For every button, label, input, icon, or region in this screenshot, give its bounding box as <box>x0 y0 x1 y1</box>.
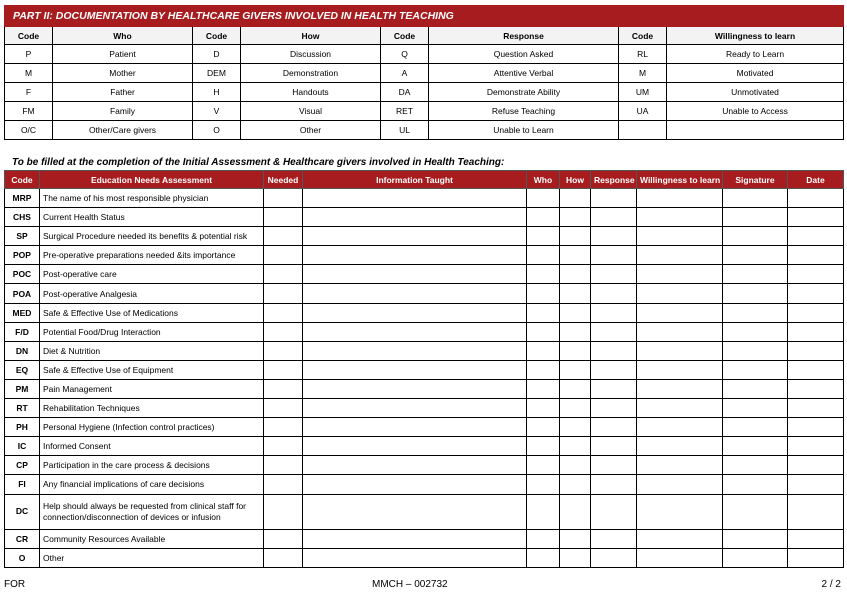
how-field[interactable] <box>560 265 591 284</box>
needed-field[interactable] <box>264 529 303 548</box>
table-row <box>5 399 844 418</box>
signature-field[interactable] <box>723 399 788 418</box>
legend-cell: Mother <box>53 64 193 83</box>
signature-field[interactable] <box>723 322 788 341</box>
footer-form-number: MMCH – 002732 <box>372 579 448 590</box>
needed-field[interactable] <box>264 399 303 418</box>
how-field[interactable] <box>560 246 591 265</box>
footer-left: FOR <box>4 579 26 590</box>
information-taught-field[interactable] <box>303 379 527 398</box>
legend-cell: Question Asked <box>429 45 619 64</box>
legend-cell: Patient <box>53 45 193 64</box>
signature-field[interactable] <box>723 227 788 246</box>
assessment-header-cell: Needed <box>264 171 303 189</box>
response-field[interactable] <box>591 303 637 322</box>
legend-cell: Other <box>241 121 381 140</box>
assessment-header-cell: Willingness to learn <box>637 171 723 189</box>
who-field[interactable] <box>527 399 560 418</box>
table-row <box>5 437 844 456</box>
table-row <box>5 208 844 227</box>
signature-field[interactable] <box>723 284 788 303</box>
row-code: F/D <box>5 322 40 341</box>
row-code: MRP <box>5 189 40 208</box>
legend-cell: UL <box>381 121 429 140</box>
legend-cell: UA <box>619 102 667 121</box>
date-field[interactable] <box>788 494 844 529</box>
legend-cell: Attentive Verbal <box>429 64 619 83</box>
table-row <box>5 303 844 322</box>
row-need-label: Pre-operative preparations needed &its importance <box>40 246 264 265</box>
willingness-field[interactable] <box>637 227 723 246</box>
legend-cell: Unable to Access <box>667 102 844 121</box>
row-need-label: Safe & Effective Use of Equipment <box>40 360 264 379</box>
legend-cell: Discussion <box>241 45 381 64</box>
row-code: EQ <box>5 360 40 379</box>
needed-field[interactable] <box>264 284 303 303</box>
who-field[interactable] <box>527 529 560 548</box>
how-field[interactable] <box>560 548 591 567</box>
needed-field[interactable] <box>264 437 303 456</box>
response-field[interactable] <box>591 189 637 208</box>
row-need-label: Any financial implications of care decisions <box>40 475 264 494</box>
needed-field[interactable] <box>264 246 303 265</box>
part2-title: PART II: DOCUMENTATION BY HEALTHCARE GIVERS INVOLVED IN HEALTH TEACHING <box>5 6 844 27</box>
who-field[interactable] <box>527 227 560 246</box>
legend-header-cell: Code <box>381 27 429 45</box>
who-field[interactable] <box>527 322 560 341</box>
assessment-header-row <box>5 171 844 189</box>
legend-cell: RL <box>619 45 667 64</box>
who-field[interactable] <box>527 246 560 265</box>
signature-field[interactable] <box>723 475 788 494</box>
response-field[interactable] <box>591 418 637 437</box>
information-taught-field[interactable] <box>303 246 527 265</box>
legend-cell: DEM <box>193 64 241 83</box>
who-field[interactable] <box>527 475 560 494</box>
legend-cell: UM <box>619 83 667 102</box>
response-field[interactable] <box>591 246 637 265</box>
willingness-field[interactable] <box>637 208 723 227</box>
response-field[interactable] <box>591 379 637 398</box>
row-code: MED <box>5 303 40 322</box>
how-field[interactable] <box>560 399 591 418</box>
needed-field[interactable] <box>264 418 303 437</box>
table-row <box>5 341 844 360</box>
legend-header-cell: Who <box>53 27 193 45</box>
part2-legend-table <box>4 5 844 140</box>
how-field[interactable] <box>560 208 591 227</box>
row-need-label: Post-operative Analgesia <box>40 284 264 303</box>
willingness-field[interactable] <box>637 548 723 567</box>
how-field[interactable] <box>560 475 591 494</box>
row-need-label: Post-operative care <box>40 265 264 284</box>
row-code: CP <box>5 456 40 475</box>
information-taught-field[interactable] <box>303 265 527 284</box>
who-field[interactable] <box>527 303 560 322</box>
needed-field[interactable] <box>264 265 303 284</box>
legend-cell: Family <box>53 102 193 121</box>
how-field[interactable] <box>560 529 591 548</box>
legend-header-cell: Willingness to learn <box>667 27 844 45</box>
date-field[interactable] <box>788 475 844 494</box>
response-field[interactable] <box>591 456 637 475</box>
who-field[interactable] <box>527 360 560 379</box>
response-field[interactable] <box>591 399 637 418</box>
response-field[interactable] <box>591 494 637 529</box>
response-field[interactable] <box>591 360 637 379</box>
information-taught-field[interactable] <box>303 208 527 227</box>
who-field[interactable] <box>527 418 560 437</box>
row-code: DN <box>5 341 40 360</box>
signature-field[interactable] <box>723 303 788 322</box>
response-field[interactable] <box>591 265 637 284</box>
how-field[interactable] <box>560 284 591 303</box>
information-taught-field[interactable] <box>303 360 527 379</box>
table-row <box>5 189 844 208</box>
signature-field[interactable] <box>723 418 788 437</box>
legend-cell: O/C <box>5 121 53 140</box>
information-taught-field[interactable] <box>303 418 527 437</box>
how-field[interactable] <box>560 303 591 322</box>
row-need-label: Personal Hygiene (Infection control practices) <box>40 418 264 437</box>
signature-field[interactable] <box>723 265 788 284</box>
table-row <box>5 456 844 475</box>
date-field[interactable] <box>788 379 844 398</box>
legend-header-cell: How <box>241 27 381 45</box>
legend-cell: Demonstration <box>241 64 381 83</box>
who-field[interactable] <box>527 341 560 360</box>
legend-cell: Ready to Learn <box>667 45 844 64</box>
needed-field[interactable] <box>264 208 303 227</box>
date-field[interactable] <box>788 341 844 360</box>
date-field[interactable] <box>788 265 844 284</box>
information-taught-field[interactable] <box>303 437 527 456</box>
assessment-subtitle: To be filled at the completion of the Initial Assessment & Healthcare givers involved in Health Teaching: <box>12 157 505 168</box>
assessment-header-cell: Education Needs Assessment <box>40 171 264 189</box>
row-code: O <box>5 548 40 567</box>
table-row <box>5 360 844 379</box>
row-code: PH <box>5 418 40 437</box>
who-field[interactable] <box>527 548 560 567</box>
table-row <box>5 322 844 341</box>
legend-header-cell: Code <box>619 27 667 45</box>
assessment-header-cell: Who <box>527 171 560 189</box>
table-row <box>5 379 844 398</box>
signature-field[interactable] <box>723 208 788 227</box>
needed-field[interactable] <box>264 341 303 360</box>
date-field[interactable] <box>788 418 844 437</box>
legend-row <box>5 45 844 64</box>
who-field[interactable] <box>527 265 560 284</box>
information-taught-field[interactable] <box>303 475 527 494</box>
row-need-label: Current Health Status <box>40 208 264 227</box>
footer-page-number: 2 / 2 <box>821 579 841 590</box>
row-code: POA <box>5 284 40 303</box>
response-field[interactable] <box>591 341 637 360</box>
legend-cell: F <box>5 83 53 102</box>
how-field[interactable] <box>560 379 591 398</box>
legend-cell: FM <box>5 102 53 121</box>
willingness-field[interactable] <box>637 379 723 398</box>
row-code: RT <box>5 399 40 418</box>
willingness-field[interactable] <box>637 341 723 360</box>
response-field[interactable] <box>591 322 637 341</box>
information-taught-field[interactable] <box>303 284 527 303</box>
signature-field[interactable] <box>723 456 788 475</box>
willingness-field[interactable] <box>637 303 723 322</box>
willingness-field[interactable] <box>637 189 723 208</box>
who-field[interactable] <box>527 284 560 303</box>
legend-cell: A <box>381 64 429 83</box>
how-field[interactable] <box>560 456 591 475</box>
legend-cell: M <box>5 64 53 83</box>
legend-body <box>5 45 844 140</box>
information-taught-field[interactable] <box>303 456 527 475</box>
willingness-field[interactable] <box>637 437 723 456</box>
legend-cell: P <box>5 45 53 64</box>
legend-cell: O <box>193 121 241 140</box>
willingness-field[interactable] <box>637 246 723 265</box>
willingness-field[interactable] <box>637 284 723 303</box>
legend-cell: Father <box>53 83 193 102</box>
legend-cell: Other/Care givers <box>53 121 193 140</box>
assessment-header-cell: How <box>560 171 591 189</box>
date-field[interactable] <box>788 399 844 418</box>
information-taught-field[interactable] <box>303 548 527 567</box>
legend-cell <box>619 121 667 140</box>
legend-row <box>5 102 844 121</box>
how-field[interactable] <box>560 360 591 379</box>
willingness-field[interactable] <box>637 529 723 548</box>
date-field[interactable] <box>788 360 844 379</box>
willingness-field[interactable] <box>637 322 723 341</box>
signature-field[interactable] <box>723 379 788 398</box>
table-row <box>5 475 844 494</box>
needed-field[interactable] <box>264 548 303 567</box>
legend-cell: Refuse Teaching <box>429 102 619 121</box>
date-field[interactable] <box>788 208 844 227</box>
row-need-label: Rehabilitation Techniques <box>40 399 264 418</box>
needed-field[interactable] <box>264 227 303 246</box>
signature-field[interactable] <box>723 437 788 456</box>
education-assessment-table <box>4 170 844 568</box>
needed-field[interactable] <box>264 360 303 379</box>
table-row <box>5 227 844 246</box>
date-field[interactable] <box>788 303 844 322</box>
row-need-label: The name of his most responsible physician <box>40 189 264 208</box>
information-taught-field[interactable] <box>303 189 527 208</box>
row-code: DC <box>5 494 40 529</box>
row-need-label: Pain Management <box>40 379 264 398</box>
information-taught-field[interactable] <box>303 529 527 548</box>
legend-cell: H <box>193 83 241 102</box>
legend-cell: D <box>193 45 241 64</box>
row-need-label: Other <box>40 548 264 567</box>
signature-field[interactable] <box>723 360 788 379</box>
willingness-field[interactable] <box>637 418 723 437</box>
information-taught-field[interactable] <box>303 341 527 360</box>
response-field[interactable] <box>591 208 637 227</box>
row-need-label: Community Resources Available <box>40 529 264 548</box>
needed-field[interactable] <box>264 379 303 398</box>
needed-field[interactable] <box>264 475 303 494</box>
legend-cell <box>667 121 844 140</box>
legend-header-row <box>5 27 844 45</box>
row-need-label: Participation in the care process & decisions <box>40 456 264 475</box>
signature-field[interactable] <box>723 189 788 208</box>
willingness-field[interactable] <box>637 399 723 418</box>
row-code: IC <box>5 437 40 456</box>
response-field[interactable] <box>591 227 637 246</box>
who-field[interactable] <box>527 208 560 227</box>
row-code: SP <box>5 227 40 246</box>
response-field[interactable] <box>591 437 637 456</box>
legend-row <box>5 121 844 140</box>
row-need-label: Diet & Nutrition <box>40 341 264 360</box>
how-field[interactable] <box>560 418 591 437</box>
who-field[interactable] <box>527 494 560 529</box>
row-need-label: Help should always be requested from clinical staff for connection/disconnection of devices or infusion <box>40 494 264 529</box>
date-field[interactable] <box>788 246 844 265</box>
table-row <box>5 548 844 567</box>
row-need-label: Potential Food/Drug Interaction <box>40 322 264 341</box>
legend-cell: Handouts <box>241 83 381 102</box>
information-taught-field[interactable] <box>303 399 527 418</box>
assessment-header-cell: Information Taught <box>303 171 527 189</box>
legend-header-cell: Code <box>5 27 53 45</box>
signature-field[interactable] <box>723 548 788 567</box>
legend-cell: Visual <box>241 102 381 121</box>
date-field[interactable] <box>788 529 844 548</box>
row-code: PM <box>5 379 40 398</box>
signature-field[interactable] <box>723 341 788 360</box>
response-field[interactable] <box>591 284 637 303</box>
how-field[interactable] <box>560 494 591 529</box>
assessment-header-cell: Signature <box>723 171 788 189</box>
row-code: POC <box>5 265 40 284</box>
row-code: CR <box>5 529 40 548</box>
who-field[interactable] <box>527 189 560 208</box>
how-field[interactable] <box>560 437 591 456</box>
assessment-body <box>5 189 844 568</box>
table-row <box>5 418 844 437</box>
table-row <box>5 284 844 303</box>
signature-field[interactable] <box>723 494 788 529</box>
assessment-header-cell: Date <box>788 171 844 189</box>
how-field[interactable] <box>560 322 591 341</box>
assessment-header-cell: Response <box>591 171 637 189</box>
table-row <box>5 246 844 265</box>
needed-field[interactable] <box>264 322 303 341</box>
willingness-field[interactable] <box>637 494 723 529</box>
row-code: POP <box>5 246 40 265</box>
legend-cell: RET <box>381 102 429 121</box>
legend-cell: V <box>193 102 241 121</box>
needed-field[interactable] <box>264 494 303 529</box>
needed-field[interactable] <box>264 456 303 475</box>
willingness-field[interactable] <box>637 456 723 475</box>
legend-cell: Unmotivated <box>667 83 844 102</box>
response-field[interactable] <box>591 529 637 548</box>
information-taught-field[interactable] <box>303 322 527 341</box>
date-field[interactable] <box>788 437 844 456</box>
date-field[interactable] <box>788 189 844 208</box>
assessment-header-cell: Code <box>5 171 40 189</box>
legend-cell: DA <box>381 83 429 102</box>
how-field[interactable] <box>560 189 591 208</box>
needed-field[interactable] <box>264 303 303 322</box>
legend-header-cell: Code <box>193 27 241 45</box>
row-need-label: Informed Consent <box>40 437 264 456</box>
legend-cell: Motivated <box>667 64 844 83</box>
how-field[interactable] <box>560 341 591 360</box>
row-code: CHS <box>5 208 40 227</box>
needed-field[interactable] <box>264 189 303 208</box>
legend-cell: Demonstrate Ability <box>429 83 619 102</box>
legend-cell: Unable to Learn <box>429 121 619 140</box>
row-need-label: Surgical Procedure needed its benefits & potential risk <box>40 227 264 246</box>
willingness-field[interactable] <box>637 360 723 379</box>
how-field[interactable] <box>560 227 591 246</box>
date-field[interactable] <box>788 548 844 567</box>
legend-cell: M <box>619 64 667 83</box>
signature-field[interactable] <box>723 529 788 548</box>
who-field[interactable] <box>527 437 560 456</box>
signature-field[interactable] <box>723 246 788 265</box>
date-field[interactable] <box>788 322 844 341</box>
willingness-field[interactable] <box>637 265 723 284</box>
legend-row <box>5 83 844 102</box>
information-taught-field[interactable] <box>303 227 527 246</box>
response-field[interactable] <box>591 548 637 567</box>
date-field[interactable] <box>788 227 844 246</box>
legend-header-cell: Response <box>429 27 619 45</box>
date-field[interactable] <box>788 456 844 475</box>
row-code: FI <box>5 475 40 494</box>
willingness-field[interactable] <box>637 475 723 494</box>
response-field[interactable] <box>591 475 637 494</box>
who-field[interactable] <box>527 456 560 475</box>
information-taught-field[interactable] <box>303 303 527 322</box>
legend-cell: Q <box>381 45 429 64</box>
who-field[interactable] <box>527 379 560 398</box>
row-need-label: Safe & Effective Use of Medications <box>40 303 264 322</box>
table-row <box>5 529 844 548</box>
table-row <box>5 494 844 529</box>
table-row <box>5 265 844 284</box>
information-taught-field[interactable] <box>303 494 527 529</box>
legend-row <box>5 64 844 83</box>
date-field[interactable] <box>788 284 844 303</box>
